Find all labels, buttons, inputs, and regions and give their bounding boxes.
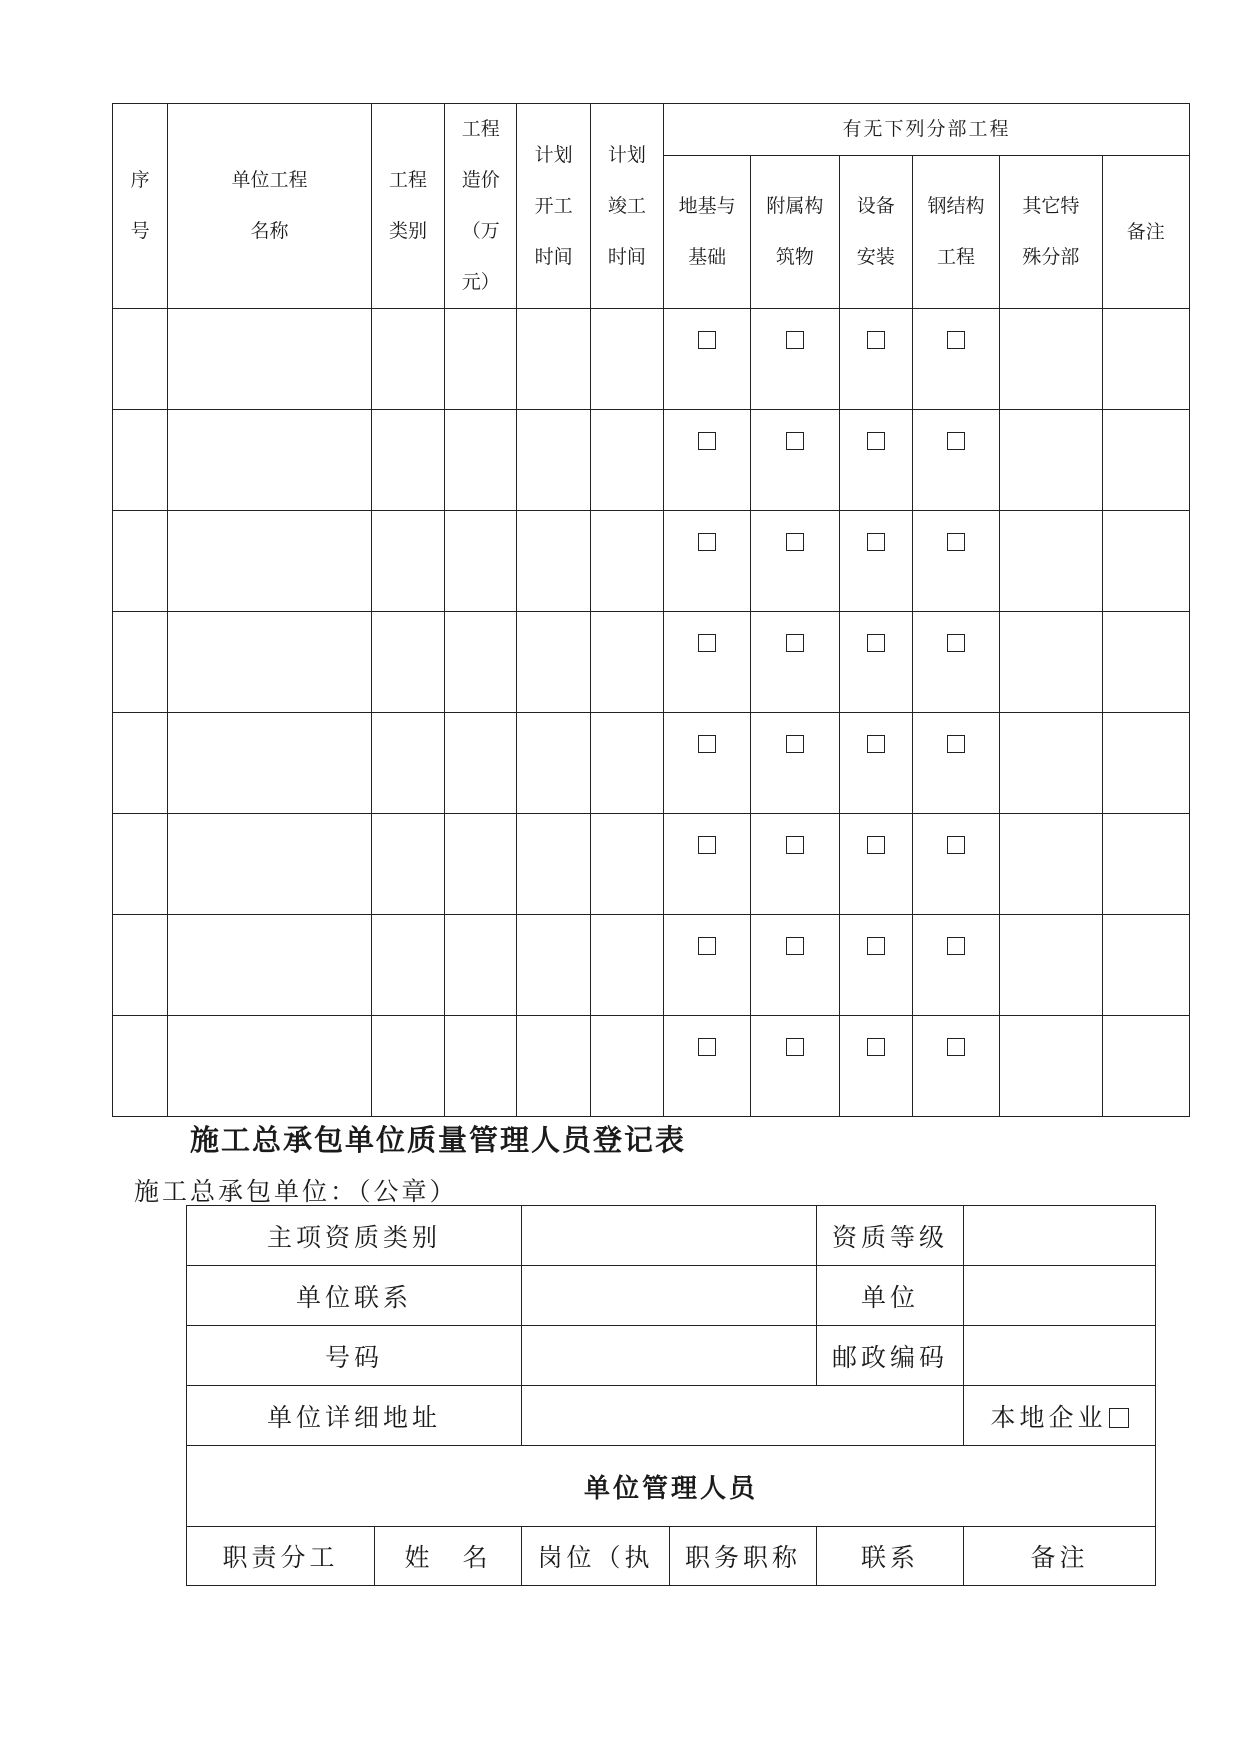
- checkbox-cell: [912, 309, 999, 410]
- input-cell[interactable]: [1102, 309, 1189, 410]
- col-contact: 联系: [817, 1527, 964, 1586]
- col-title: 职务职称: [670, 1527, 817, 1586]
- checkbox[interactable]: [947, 634, 965, 652]
- header-cost: 工程 造价 （万 元）: [445, 104, 517, 309]
- header-sub-projects: 有无下列分部工程: [663, 104, 1189, 156]
- checkbox-cell: [663, 612, 750, 713]
- input-cell[interactable]: [445, 410, 517, 511]
- input-cell[interactable]: [1000, 1016, 1102, 1117]
- unit-seal-line: 施工总承包单位：（公章）: [134, 1177, 458, 1206]
- checkbox-cell: [663, 814, 750, 915]
- header-remark: 备注: [1102, 156, 1189, 309]
- checkbox-cell: [912, 814, 999, 915]
- checkbox[interactable]: [698, 937, 716, 955]
- table-row: [113, 814, 1190, 915]
- input-cell[interactable]: [1102, 814, 1189, 915]
- checkbox[interactable]: [947, 331, 965, 349]
- input-cell[interactable]: [168, 612, 372, 713]
- header-seq: 序 号: [113, 104, 168, 309]
- checkbox-cell: [839, 612, 912, 713]
- checkbox-cell: [751, 410, 839, 511]
- input-cell[interactable]: [1102, 713, 1189, 814]
- checkbox-cell: [912, 713, 999, 814]
- input-cell[interactable]: [113, 410, 168, 511]
- checkbox-cell: [751, 511, 839, 612]
- checkbox-cell: [912, 915, 999, 1016]
- input-cell[interactable]: [1000, 309, 1102, 410]
- checkbox[interactable]: [698, 735, 716, 753]
- input-cell[interactable]: [113, 713, 168, 814]
- checkbox[interactable]: [698, 533, 716, 551]
- checkbox[interactable]: [698, 331, 716, 349]
- input-cell[interactable]: [445, 309, 517, 410]
- local-enterprise-label: 本地企业: [990, 1402, 1107, 1432]
- checkbox-cell: [751, 1016, 839, 1117]
- input-phone[interactable]: [522, 1326, 817, 1386]
- checkbox-cell: [839, 713, 912, 814]
- input-cell[interactable]: [590, 713, 663, 814]
- checkbox[interactable]: [867, 1038, 885, 1056]
- header-category: 工程 类别: [371, 104, 444, 309]
- checkbox[interactable]: [786, 634, 804, 652]
- input-postal[interactable]: [964, 1326, 1156, 1386]
- checkbox-cell: [751, 915, 839, 1016]
- checkbox[interactable]: [698, 836, 716, 854]
- label-postal: 邮政编码: [817, 1326, 964, 1386]
- input-cell[interactable]: [113, 915, 168, 1016]
- input-cell[interactable]: [517, 511, 590, 612]
- input-cell[interactable]: [371, 511, 444, 612]
- input-cell[interactable]: [168, 915, 372, 1016]
- checkbox[interactable]: [867, 432, 885, 450]
- label-qual-type: 主项资质类别: [187, 1206, 522, 1266]
- input-cell[interactable]: [445, 612, 517, 713]
- checkbox-cell: [751, 309, 839, 410]
- input-cell[interactable]: [371, 309, 444, 410]
- col-name: 姓 名: [375, 1527, 522, 1586]
- input-cell[interactable]: [445, 713, 517, 814]
- table-row: [113, 612, 1190, 713]
- checkbox[interactable]: [867, 735, 885, 753]
- checkbox[interactable]: [947, 1038, 965, 1056]
- table-row: [113, 915, 1190, 1016]
- checkbox-cell: [912, 511, 999, 612]
- input-contact[interactable]: [522, 1266, 817, 1326]
- input-cell[interactable]: [517, 814, 590, 915]
- checkbox-cell: [839, 1016, 912, 1117]
- col-remark: 备注: [964, 1527, 1156, 1586]
- header-foundation: 地基与 基础: [663, 156, 750, 309]
- form-title: 施工总承包单位质量管理人员登记表: [190, 1123, 687, 1157]
- input-cell[interactable]: [445, 511, 517, 612]
- input-cell[interactable]: [371, 612, 444, 713]
- checkbox-cell: [663, 713, 750, 814]
- input-cell[interactable]: [445, 1016, 517, 1117]
- checkbox[interactable]: [947, 432, 965, 450]
- header-start-time: 计划 开工 时间: [517, 104, 590, 309]
- input-cell[interactable]: [113, 309, 168, 410]
- input-cell[interactable]: [371, 814, 444, 915]
- checkbox-cell: [912, 410, 999, 511]
- input-cell[interactable]: [590, 309, 663, 410]
- input-cell[interactable]: [590, 511, 663, 612]
- label-contact: 单位联系: [187, 1266, 522, 1326]
- label-unit: 单位: [817, 1266, 964, 1326]
- header-attached-structures: 附属构 筑物: [751, 156, 839, 309]
- input-unit[interactable]: [964, 1266, 1156, 1326]
- label-phone: 号码: [187, 1326, 522, 1386]
- input-cell[interactable]: [1000, 713, 1102, 814]
- local-enterprise-checkbox[interactable]: [1109, 1408, 1129, 1428]
- input-cell[interactable]: [168, 511, 372, 612]
- col-duty: 职责分工: [187, 1527, 375, 1586]
- table-row: [113, 713, 1190, 814]
- input-cell[interactable]: [371, 1016, 444, 1117]
- input-cell[interactable]: [113, 1016, 168, 1117]
- checkbox[interactable]: [786, 836, 804, 854]
- input-cell[interactable]: [445, 915, 517, 1016]
- input-cell[interactable]: [371, 915, 444, 1016]
- label-address: 单位详细地址: [187, 1386, 522, 1446]
- checkbox-cell: [663, 309, 750, 410]
- input-cell[interactable]: [517, 612, 590, 713]
- checkbox-cell: [839, 915, 912, 1016]
- input-cell[interactable]: [517, 713, 590, 814]
- checkbox-cell: [839, 410, 912, 511]
- input-cell[interactable]: [113, 612, 168, 713]
- staff-header: 单位管理人员: [187, 1446, 1156, 1527]
- header-other-special: 其它特 殊分部: [1000, 156, 1102, 309]
- table-row: [113, 410, 1190, 511]
- input-cell[interactable]: [517, 1016, 590, 1117]
- input-cell[interactable]: [590, 612, 663, 713]
- table-row: [113, 511, 1190, 612]
- table-row: [113, 309, 1190, 410]
- checkbox[interactable]: [867, 836, 885, 854]
- input-cell[interactable]: [1102, 915, 1189, 1016]
- checkbox-cell: [663, 511, 750, 612]
- input-cell[interactable]: [1102, 1016, 1189, 1117]
- checkbox-cell: [663, 410, 750, 511]
- input-cell[interactable]: [168, 713, 372, 814]
- input-cell[interactable]: [1000, 915, 1102, 1016]
- input-cell[interactable]: [1102, 612, 1189, 713]
- checkbox-cell: [663, 915, 750, 1016]
- checkbox-cell: [839, 309, 912, 410]
- checkbox[interactable]: [786, 1038, 804, 1056]
- checkbox[interactable]: [947, 533, 965, 551]
- input-qual-type[interactable]: [522, 1206, 817, 1266]
- input-cell[interactable]: [168, 814, 372, 915]
- input-cell[interactable]: [1000, 814, 1102, 915]
- checkbox[interactable]: [947, 937, 965, 955]
- header-equipment: 设备 安装: [839, 156, 912, 309]
- input-cell[interactable]: [168, 1016, 372, 1117]
- label-qual-level: 资质等级: [817, 1206, 964, 1266]
- local-enterprise[interactable]: [964, 1386, 1156, 1446]
- checkbox[interactable]: [698, 1038, 716, 1056]
- input-cell[interactable]: [113, 814, 168, 915]
- input-cell[interactable]: [1000, 612, 1102, 713]
- input-cell[interactable]: [445, 814, 517, 915]
- input-cell[interactable]: [1000, 511, 1102, 612]
- checkbox-cell: [751, 612, 839, 713]
- input-cell[interactable]: [371, 713, 444, 814]
- checkbox[interactable]: [786, 937, 804, 955]
- input-cell[interactable]: [168, 410, 372, 511]
- header-unit-name: 单位工程 名称: [168, 104, 372, 309]
- input-cell[interactable]: [1000, 410, 1102, 511]
- checkbox[interactable]: [698, 432, 716, 450]
- checkbox-cell: [912, 612, 999, 713]
- checkbox[interactable]: [947, 735, 965, 753]
- checkbox[interactable]: [867, 533, 885, 551]
- input-cell[interactable]: [517, 410, 590, 511]
- input-cell[interactable]: [590, 1016, 663, 1117]
- checkbox[interactable]: [786, 432, 804, 450]
- checkbox-cell: [663, 1016, 750, 1117]
- checkbox[interactable]: [867, 937, 885, 955]
- checkbox-cell: [751, 814, 839, 915]
- input-cell[interactable]: [1102, 511, 1189, 612]
- col-position: 岗位（执: [522, 1527, 670, 1586]
- checkbox[interactable]: [786, 331, 804, 349]
- sub-project-table: [112, 103, 1190, 1117]
- checkbox[interactable]: [786, 735, 804, 753]
- checkbox-cell: [751, 713, 839, 814]
- input-cell[interactable]: [590, 915, 663, 1016]
- checkbox[interactable]: [867, 634, 885, 652]
- input-cell[interactable]: [371, 410, 444, 511]
- input-cell[interactable]: [590, 814, 663, 915]
- checkbox-cell: [839, 511, 912, 612]
- input-cell[interactable]: [590, 410, 663, 511]
- checkbox-cell: [839, 814, 912, 915]
- header-steel: 钢结构 工程: [912, 156, 999, 309]
- input-cell[interactable]: [1102, 410, 1189, 511]
- input-cell[interactable]: [517, 915, 590, 1016]
- checkbox-cell: [912, 1016, 999, 1117]
- input-cell[interactable]: [168, 309, 372, 410]
- table-row: [113, 1016, 1190, 1117]
- header-end-time: 计划 竣工 时间: [590, 104, 663, 309]
- checkbox[interactable]: [698, 634, 716, 652]
- input-qual-level[interactable]: [964, 1206, 1156, 1266]
- input-cell[interactable]: [517, 309, 590, 410]
- staff-registration-table: [186, 1205, 1156, 1586]
- checkbox[interactable]: [867, 331, 885, 349]
- checkbox[interactable]: [786, 533, 804, 551]
- checkbox[interactable]: [947, 836, 965, 854]
- input-cell[interactable]: [113, 511, 168, 612]
- input-address[interactable]: [522, 1386, 964, 1446]
